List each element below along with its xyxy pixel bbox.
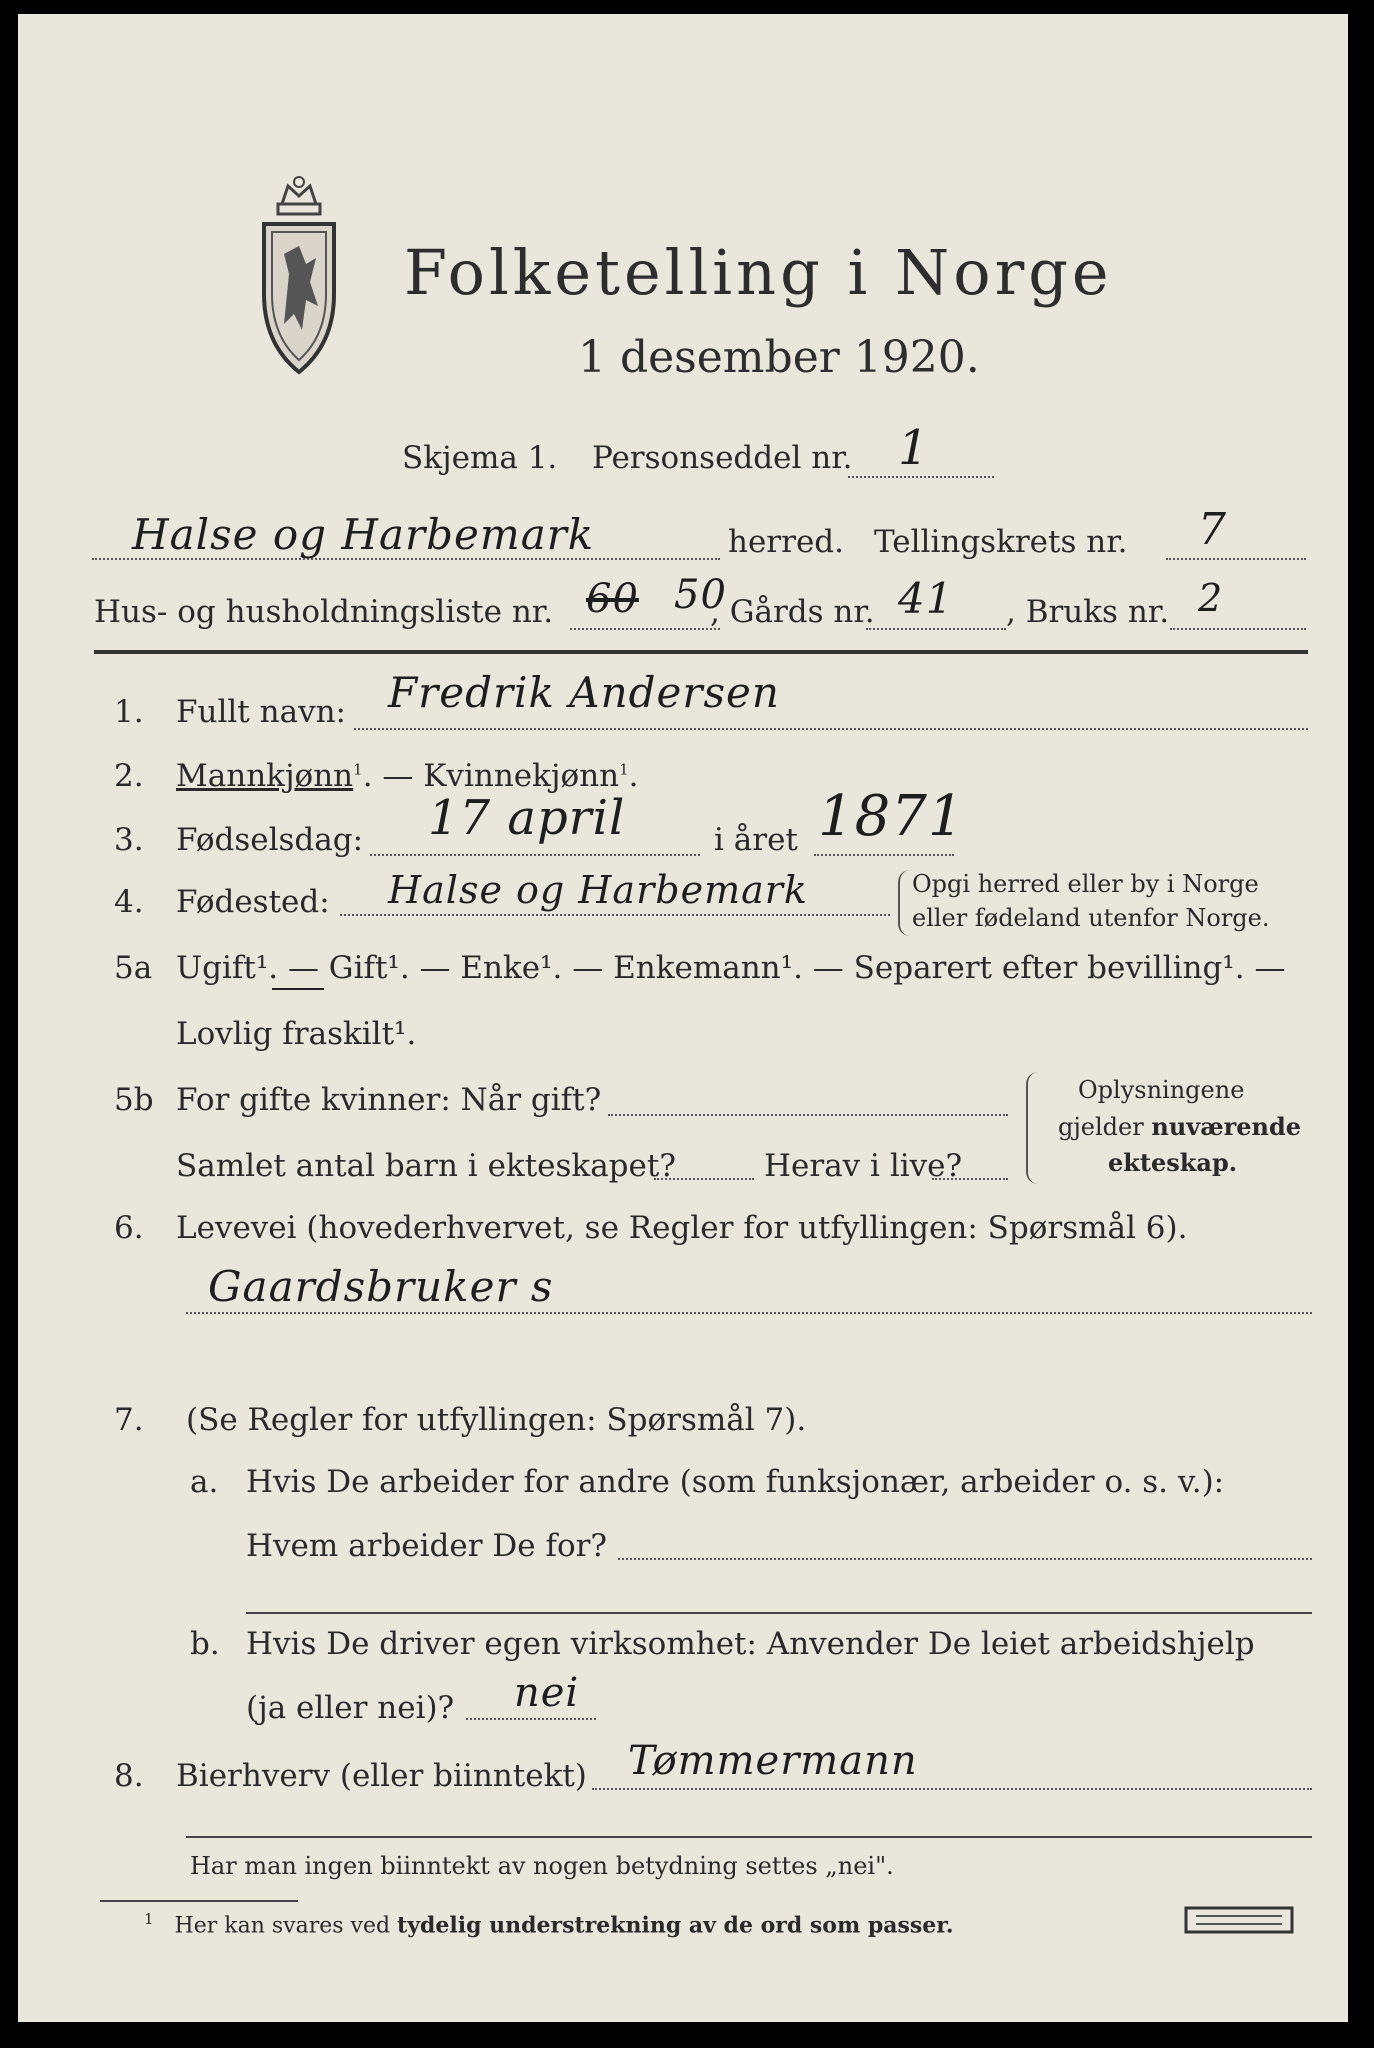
hus-value-struck: 60 [586, 576, 639, 622]
married-women-label: For gifte kvinner: Når gift? [176, 1082, 602, 1118]
q5a-number: 5a [114, 950, 153, 986]
q7a-line1: Hvis De arbeider for andre (som funksjonær, arbeider o. s. v.): [246, 1464, 1225, 1500]
birthplace-value[interactable]: Halse og Harbemark [388, 868, 808, 912]
q7b-line1: Hvis De driver egen virksomhet: Anvender De leiet arbeidshjelp [246, 1626, 1255, 1662]
gards-label: , Gårds nr. [710, 594, 875, 630]
q7-number: 7. [114, 1402, 144, 1438]
no-income-note: Har man ingen biinntekt av nogen betydning settes „nei". [190, 1852, 894, 1880]
q7a-line2: Hvem arbeider De for? [246, 1528, 608, 1564]
q6-number: 6. [114, 1210, 144, 1246]
gift-underline [272, 988, 324, 990]
marital-status-options-2[interactable]: Lovlig fraskilt¹. [176, 1016, 417, 1052]
printer-stamp-icon [1184, 1906, 1294, 1934]
birthplace-note-2: eller fødeland utenfor Norge. [912, 904, 1270, 932]
q7b-line2: (ja eller nei)? [246, 1690, 455, 1726]
q7b-letter: b. [190, 1626, 220, 1662]
schema-label: Skjema 1. [402, 440, 558, 476]
footnote: $^1$ Her kan svares ved tydelig understrekning av de ord som passer. [144, 1910, 954, 1939]
personseddel-value[interactable]: 1 [898, 420, 930, 476]
q2-number: 2. [114, 758, 144, 794]
q8-number: 8. [114, 1758, 144, 1794]
side-occupation-value[interactable]: Tømmermann [628, 1738, 918, 1784]
coat-of-arms-icon [244, 174, 354, 384]
q1-number: 1. [114, 694, 144, 730]
q4-number: 4. [114, 884, 144, 920]
full-name-value[interactable]: Fredrik Andersen [388, 668, 780, 717]
children-alive-label: Herav i live? [764, 1148, 963, 1184]
marriage-note-2: gjelder nuværende [1058, 1112, 1302, 1141]
q1-label: Fullt navn: [176, 694, 346, 730]
herred-label: herred. [728, 524, 844, 560]
herred-value[interactable]: Halse og Harbemark [132, 510, 595, 559]
q7a-letter: a. [190, 1464, 219, 1500]
census-form [18, 14, 1348, 2022]
children-total-label: Samlet antal barn i ekteskapet? [176, 1148, 676, 1184]
q3-label: Fødselsdag: [176, 822, 364, 858]
q3-year-label: i året [714, 822, 798, 858]
q7-label: (Se Regler for utfyllingen: Spørsmål 7). [186, 1402, 807, 1438]
q8-label: Bierhverv (eller biinntekt) [176, 1758, 587, 1794]
census-date: 1 desember 1920. [578, 332, 980, 383]
hus-value[interactable]: 50 [674, 572, 727, 618]
q2-options: Mannkjønn$^1$. — Kvinnekjønn$^1$. [176, 758, 639, 794]
hus-label: Hus- og husholdningsliste nr. [94, 594, 554, 630]
marriage-note-1: Oplysningene [1078, 1076, 1245, 1104]
form-title: Folketelling i Norge [404, 236, 1113, 309]
occupation-value[interactable]: Gaardsbruker s [208, 1262, 554, 1311]
tellingskrets-value[interactable]: 7 [1198, 504, 1227, 555]
marital-status-options[interactable]: Ugift¹. — Gift¹. — Enke¹. — Enkemann¹. — Separert efter bevilling¹. — [176, 950, 1286, 986]
marriage-note-3: ekteskap. [1108, 1148, 1238, 1177]
bruks-value[interactable]: 2 [1198, 576, 1224, 620]
birthyear-value[interactable]: 1871 [818, 784, 965, 849]
gards-value[interactable]: 41 [898, 574, 954, 623]
birthplace-note-1: Opgi herred eller by i Norge [912, 870, 1259, 898]
header-divider [94, 650, 1308, 654]
tellingskrets-label: Tellingskrets nr. [874, 524, 1128, 560]
birthdate-value[interactable]: 17 april [428, 790, 626, 846]
q4-label: Fødested: [176, 884, 330, 920]
q3-number: 3. [114, 822, 144, 858]
male-option[interactable]: Mannkjønn [176, 758, 354, 794]
female-option[interactable]: Kvinnekjønn [423, 758, 620, 794]
q5b-number: 5b [114, 1082, 154, 1118]
q6-label: Levevei (hovederhvervet, se Regler for utfyllingen: Spørsmål 6). [176, 1210, 1188, 1246]
personseddel-label: Personseddel nr. [592, 440, 853, 476]
hired-help-value[interactable]: nei [514, 1670, 580, 1716]
bruks-label: , Bruks nr. [1006, 594, 1170, 630]
